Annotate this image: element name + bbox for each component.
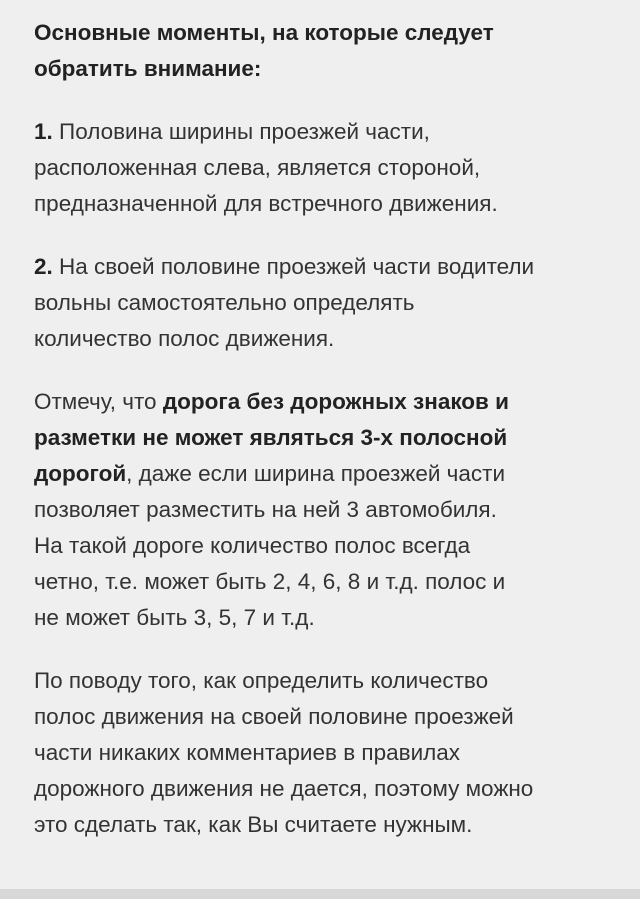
note-paragraph: [34, 384, 620, 636]
point-number: 2.: [34, 254, 53, 279]
point-text: количество полос движения.: [34, 326, 335, 351]
note-text: , даже если ширина проезжей части: [126, 461, 506, 486]
point-text: вольны самостоятельно определять: [34, 290, 415, 315]
closing-text: части никаких комментариев в правилах: [34, 740, 461, 765]
note-text: На такой дороге количество полос всегда: [34, 533, 471, 558]
note-text: четно, т.е. может быть 2, 4, 6, 8 и т.д. полос и: [34, 569, 506, 594]
closing-text: По поводу того, как определить количество: [34, 668, 489, 693]
point-1: [34, 114, 620, 222]
section-heading: [34, 15, 620, 87]
point-2: [34, 249, 620, 357]
note-text: не может быть 3, 5, 7 и т.д.: [34, 605, 315, 630]
note-text: Отмечу, что: [34, 389, 163, 414]
note-emphasis: дорогой: [34, 461, 127, 486]
heading-line: обратить внимание:: [34, 56, 262, 81]
note-emphasis: разметки не может являться 3-х полосной: [34, 425, 508, 450]
point-text: Половина ширины проезжей части,: [52, 119, 430, 144]
closing-text: дорожного движения не дается, поэтому можно: [34, 776, 534, 801]
note-emphasis: дорога без дорожных знаков и: [162, 389, 509, 414]
point-number: 1.: [34, 119, 53, 144]
point-text: расположенная слева, является стороной,: [34, 155, 481, 180]
closing-text: полос движения на своей половине проезжей: [34, 704, 514, 729]
bottom-divider: [0, 889, 640, 899]
closing-paragraph: [34, 663, 620, 843]
closing-text: это сделать так, как Вы считаете нужным.: [34, 812, 473, 837]
note-text: позволяет разместить на ней 3 автомобиля.: [34, 497, 497, 522]
point-text: предназначенной для встречного движения.: [34, 191, 498, 216]
heading-line: Основные моменты, на которые следует: [34, 20, 494, 45]
point-text: На своей половине проезжей части водители: [52, 254, 535, 279]
